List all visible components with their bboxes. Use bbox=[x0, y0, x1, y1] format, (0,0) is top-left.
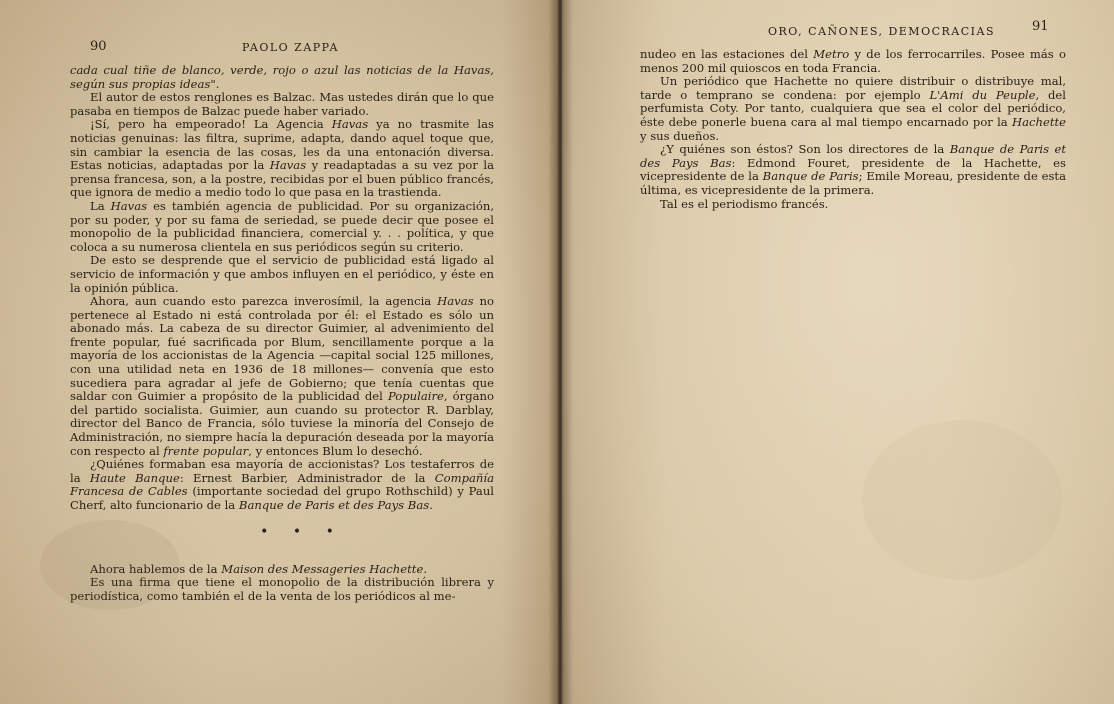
paragraph bbox=[640, 48, 1066, 75]
italic-text: Hachette bbox=[1011, 114, 1066, 129]
left-page-body bbox=[70, 64, 494, 603]
text-run: . bbox=[429, 498, 433, 512]
text-run: De esto se desprende que el servicio de publicidad está ligado al servicio de información y que ambos influyen en el periódico, y éste en la opinión pública. bbox=[70, 253, 494, 295]
italic-text: Havas bbox=[110, 198, 148, 213]
text-run: : Edmond Fouret, presidente de la Hachette, es vicepresidente de la bbox=[640, 155, 1066, 184]
italic-text: cada cual tiñe de blanco, verde, rojo o azul las noticias de la Havas, según sus propias ideas". bbox=[70, 63, 494, 91]
text-run: nudeo en las estaciones del bbox=[640, 47, 814, 61]
text-run: ; Emile Moreau, presidente de esta última, es vicepresidente de la primera. bbox=[640, 169, 1066, 197]
paragraph bbox=[70, 64, 494, 91]
page-number: 90 bbox=[90, 39, 107, 54]
running-head: ORO, CAÑONES, DEMOCRACIAS bbox=[768, 25, 995, 38]
paragraph bbox=[70, 200, 494, 254]
paragraph-list bbox=[640, 48, 1066, 211]
paragraph-list bbox=[70, 64, 494, 513]
paragraph bbox=[70, 91, 494, 118]
italic-text: Havas bbox=[269, 158, 307, 173]
running-head: PAOLO ZAPPA bbox=[242, 41, 339, 54]
text-run: Ahora hablemos de la bbox=[90, 561, 222, 576]
text-run: y de los ferrocarriles. Posee más o menos 200 mil quioscos en toda Francia. bbox=[640, 47, 1066, 75]
italic-text: Compañía Francesa de Cables bbox=[70, 470, 494, 499]
italic-text: Populaire bbox=[387, 389, 444, 404]
text-run: Ahora, aun cuando esto parezca inverosímil, la agencia bbox=[90, 294, 438, 309]
text-run: (importante sociedad del grupo Rothschild) y Paul Cherf, alto funcionario de la bbox=[70, 484, 494, 512]
italic-text: Banque de Paris et des Pays Bas bbox=[238, 498, 430, 512]
italic-text: Havas bbox=[331, 117, 369, 132]
text-run: : Ernest Barbier, Administrador de la bbox=[179, 470, 435, 485]
italic-text: frente popular bbox=[163, 443, 249, 458]
italic-text: Haute Banque bbox=[89, 470, 180, 485]
left-page bbox=[0, 0, 556, 704]
text-run: y sus dueños. bbox=[640, 128, 720, 143]
paragraph bbox=[70, 576, 494, 603]
text-run: Es una firma que tiene el monopolio de la distribución librera y periodística, como también el de la venta de los periódicos al me- bbox=[70, 575, 494, 603]
paragraph bbox=[70, 118, 494, 200]
right-page-body bbox=[640, 48, 1066, 211]
text-run: es también agencia de publicidad. Por su organización, por su poder, y por su fama de seriedad, se puede decir que posee el monopolio de la publicidad financiera, comercial y. . . política, y que coloca a su numerosa clientela en sus periódicos según su criterio. bbox=[70, 198, 494, 254]
text-run: ¡Sí, pero ha empeorado! La Agencia bbox=[90, 117, 332, 132]
italic-text: Maison des Messageries Hachette bbox=[221, 561, 424, 576]
paragraph bbox=[640, 143, 1066, 197]
italic-text: Banque de Paris bbox=[762, 169, 859, 184]
section-separator: • • • bbox=[260, 523, 344, 540]
paragraph bbox=[640, 198, 1066, 212]
text-run: ¿Quiénes formaban esa mayoría de accionistas? Los testaferros de la bbox=[70, 457, 494, 485]
text-run: La bbox=[90, 198, 111, 213]
italic-text: L'Ami du Peuple bbox=[929, 87, 1036, 102]
italic-text: Metro bbox=[813, 47, 850, 61]
text-run: ya no trasmite las noticias genuinas: las filtra, suprime, adapta, dando aquel toque que, sin cambiar la esencia de las cosas, les da una entonación diversa. Estas noticias, adaptadas por la bbox=[70, 117, 494, 173]
text-run: Tal es el periodismo francés. bbox=[660, 196, 829, 211]
text-run: El autor de estos renglones es Balzac. Mas ustedes dirán que lo que pasaba en tiempos de Balzac puede haber variado. bbox=[70, 90, 494, 118]
text-run: , órgano del partido socialista. Guimier, aun cuando su protector R. Darblay, director del Banco de Francia, sólo tuviese la minoría del Consejo de Administración, no siempre hacía la depuración deseada por la mayoría con respecto al bbox=[70, 389, 494, 458]
page-number: 91 bbox=[1032, 19, 1049, 34]
text-run: Un periódico que Hachette no quiere distribuir o distribuye mal, tarde o temprano se condena: por ejemplo bbox=[640, 74, 1066, 102]
paragraph bbox=[640, 75, 1066, 143]
paragraph bbox=[70, 563, 494, 577]
text-run: , y entonces Blum lo desechó. bbox=[248, 443, 423, 458]
paper-stain bbox=[862, 420, 1062, 580]
paragraph bbox=[70, 254, 494, 295]
text-run: y readaptadas a su vez por la prensa francesa, son, a la postre, recibidas por el buen público francés, que ignora de medio a medio todo lo que pasa en la trastienda. bbox=[70, 158, 494, 200]
paragraph bbox=[70, 295, 494, 458]
text-run: no pertenece al Estado ni está controlada por él: el Estado es sólo un abonado más. La cabeza de su director Guimier, al advenimiento del frente popular, fué sacrificada por Blum, sencillamente porque a la mayoría de los accionistas de la Agencia —capital social 125 millones, con una utilidad neta en 1936 de 18 millones— convenía que esto sucediera para agradar al jefe de Gobierno; que tenía cuentas que saldar con Guimier a propósito de la publicidad del bbox=[70, 294, 494, 404]
right-page bbox=[562, 0, 1114, 704]
italic-text: Havas bbox=[437, 294, 474, 309]
text-run: . bbox=[423, 561, 427, 576]
paragraph-list-after-separator bbox=[70, 563, 494, 604]
paragraph bbox=[70, 458, 494, 512]
italic-text: Banque de Paris et des Pays Bas bbox=[640, 142, 1067, 170]
text-run: , del perfumista Coty. Por tanto, cualquiera que sea el color del periódico, éste debe ponerle buena cara al mal tiempo encarnado por la bbox=[640, 87, 1066, 129]
text-run: ¿Y quiénes son éstos? Son los directores de la bbox=[660, 142, 950, 157]
